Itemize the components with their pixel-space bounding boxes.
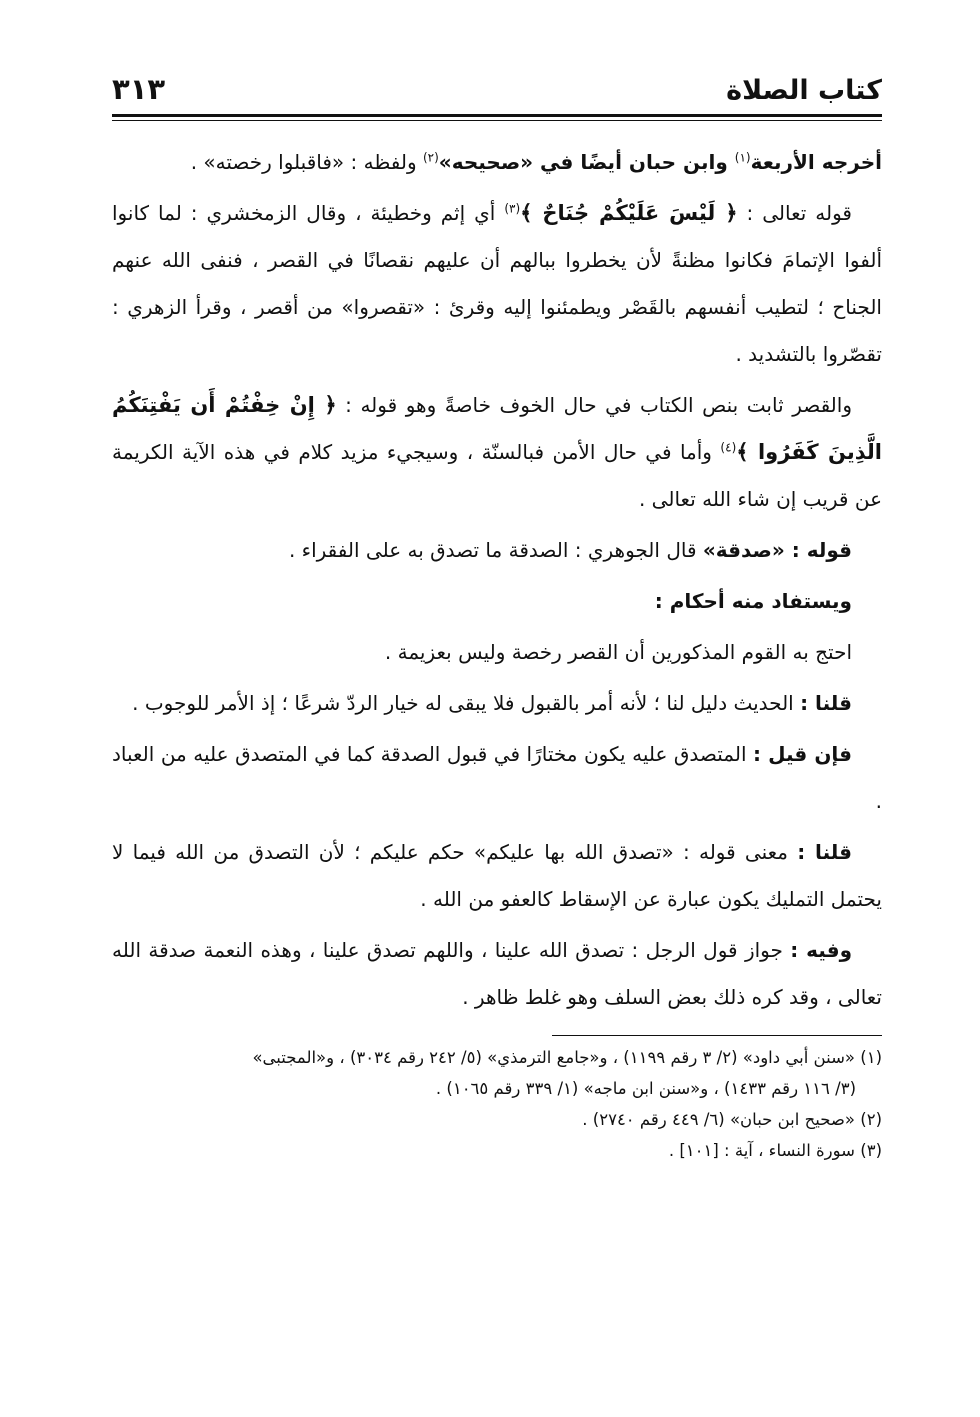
footnote-2-text: «صحيح ابن حبان» (٦/ ٤٤٩ رقم ٢٧٤٠) . xyxy=(582,1110,855,1129)
footnote-3 xyxy=(112,1135,882,1166)
footnote-3-number: (٣) xyxy=(860,1141,882,1160)
footnote-2 xyxy=(112,1104,882,1135)
p3-tail: وأما في حال الأمن فبالسنّة ، وسيجيء مزيد كلام في هذه الآية الكريمة عن قريب إن شاء الله تعالى . xyxy=(112,440,882,511)
footnote-rule xyxy=(552,1035,882,1036)
running-title: كتاب الصلاة xyxy=(726,75,882,106)
paragraph-2 xyxy=(112,190,882,378)
p10-tail: جواز قول الرجل : تصدق الله علينا ، واللهم تصدق علينا ، وهذه النعمة صدقة الله تعالى ، وقد كره ذلك بعض السلف وهو غلط ظاهر . xyxy=(112,938,882,1009)
p10-lead: وفيه : xyxy=(790,938,853,962)
footnote-ref-2: (٢) xyxy=(422,150,439,165)
page-header xyxy=(112,60,882,106)
p4-tail: قال الجوهري : الصدقة ما تصدق به على الفقراء . xyxy=(288,538,703,562)
p3-intro: والقصر ثابت بنص الكتاب في حال الخوف خاصةً وهو قوله : xyxy=(336,393,852,417)
footnote-1-continuation xyxy=(112,1073,882,1104)
paragraph-7 xyxy=(112,680,882,727)
p7-lead: قلنا : xyxy=(800,691,852,715)
paragraph-3 xyxy=(112,382,882,523)
footnote-1 xyxy=(112,1042,882,1073)
footnote-3-text: سورة النساء ، آية : [١٠١] . xyxy=(668,1141,855,1160)
p8-lead: فإن قيل : xyxy=(753,742,852,766)
header-rule-thick xyxy=(112,114,882,117)
paragraph-1 xyxy=(112,139,882,186)
footnotes xyxy=(112,1042,882,1166)
p9-lead: قلنا : xyxy=(797,840,852,864)
paragraph-10 xyxy=(112,927,882,1021)
p3-quran-verse: ﴿ إِنْ خِفْتُمْ أَن يَفْتِنَكُمُ الَّذِينَ كَفَرُوا ﴾ xyxy=(112,393,882,464)
footnote-ref-1: (١) xyxy=(734,150,751,165)
footnote-1-number: (١) xyxy=(860,1048,882,1067)
paragraph-6: احتج به القوم المذكورين أن القصر رخصة وليس بعزيمة . xyxy=(384,640,852,664)
p8-tail: المتصدق عليه يكون مختارًا في قبول الصدقة كما في المتصدق عليه من العباد . xyxy=(112,742,882,813)
page-number: ٣١٣ xyxy=(112,72,166,106)
footnote-1-line-2: (٣/ ١١٦ رقم ١٤٣٣) ، و«سنن ابن ماجه» (١/ ٣٣٩ رقم ١٠٦٥) . xyxy=(435,1079,856,1098)
book-page xyxy=(112,60,882,1166)
header-rule-thin xyxy=(112,120,882,121)
footnote-2-number: (٢) xyxy=(860,1110,882,1129)
paragraph-9 xyxy=(112,829,882,923)
footnote-ref-3: (٣) xyxy=(504,201,521,216)
p1-lead: أخرجه الأربعة xyxy=(750,150,882,174)
p2-tail: أي إثم وخطيئة ، وقال الزمخشري : لما كانوا ألفوا الإتمامَ فكانوا مظنةً لأن يخطروا ببالهم أن عليهم نقصانًا في القصر ، فنفى الله عنهم الجناح ؛ لتطيب أنفسهم بالقَصْر ويطمئنوا إليه وقرئ : «تقصروا» من أقصر ، وقرأ الزهري : تقصّروا بالتشديد . xyxy=(112,201,882,366)
p7-tail: الحديث دليل لنا ؛ لأنه أمر بالقبول فلا يبقى له خيار الردّ شرعًا ؛ إذ الأمر للوجوب . xyxy=(132,691,801,715)
footnote-ref-4: (٤) xyxy=(720,440,737,455)
footnote-1-line-1: «سنن أبي داود» (٢/ ٣ رقم ١١٩٩) ، و«جامع الترمذي» (٥/ ٢٤٢ رقم ٣٠٣٤) ، و«المجتبى» xyxy=(252,1048,855,1067)
p2-intro: قوله تعالى : xyxy=(737,201,852,225)
p1-mid: وابن حبان أيضًا في «صحيحه» xyxy=(438,150,735,174)
p4-lead: قوله : «صدقة» xyxy=(702,538,852,562)
p9-tail: معنى قوله : «تصدق الله بها عليكم» حكم عليكم ؛ لأن التصدق من الله فيما لا يحتمل التمليك يكون عبارة عن الإسقاط كالعفو من الله . xyxy=(112,840,882,911)
p1-tail: ولفظه : «فاقبلوا رخصته» . xyxy=(190,150,423,174)
p2-quran-verse: ﴿ لَيْسَ عَلَيْكُمْ جُنَاحٌ ﴾ xyxy=(520,201,738,225)
section-heading: ويستفاد منه أحكام : xyxy=(654,589,852,613)
main-text xyxy=(112,139,882,1021)
paragraph-8 xyxy=(112,731,882,825)
paragraph-4 xyxy=(112,527,882,574)
